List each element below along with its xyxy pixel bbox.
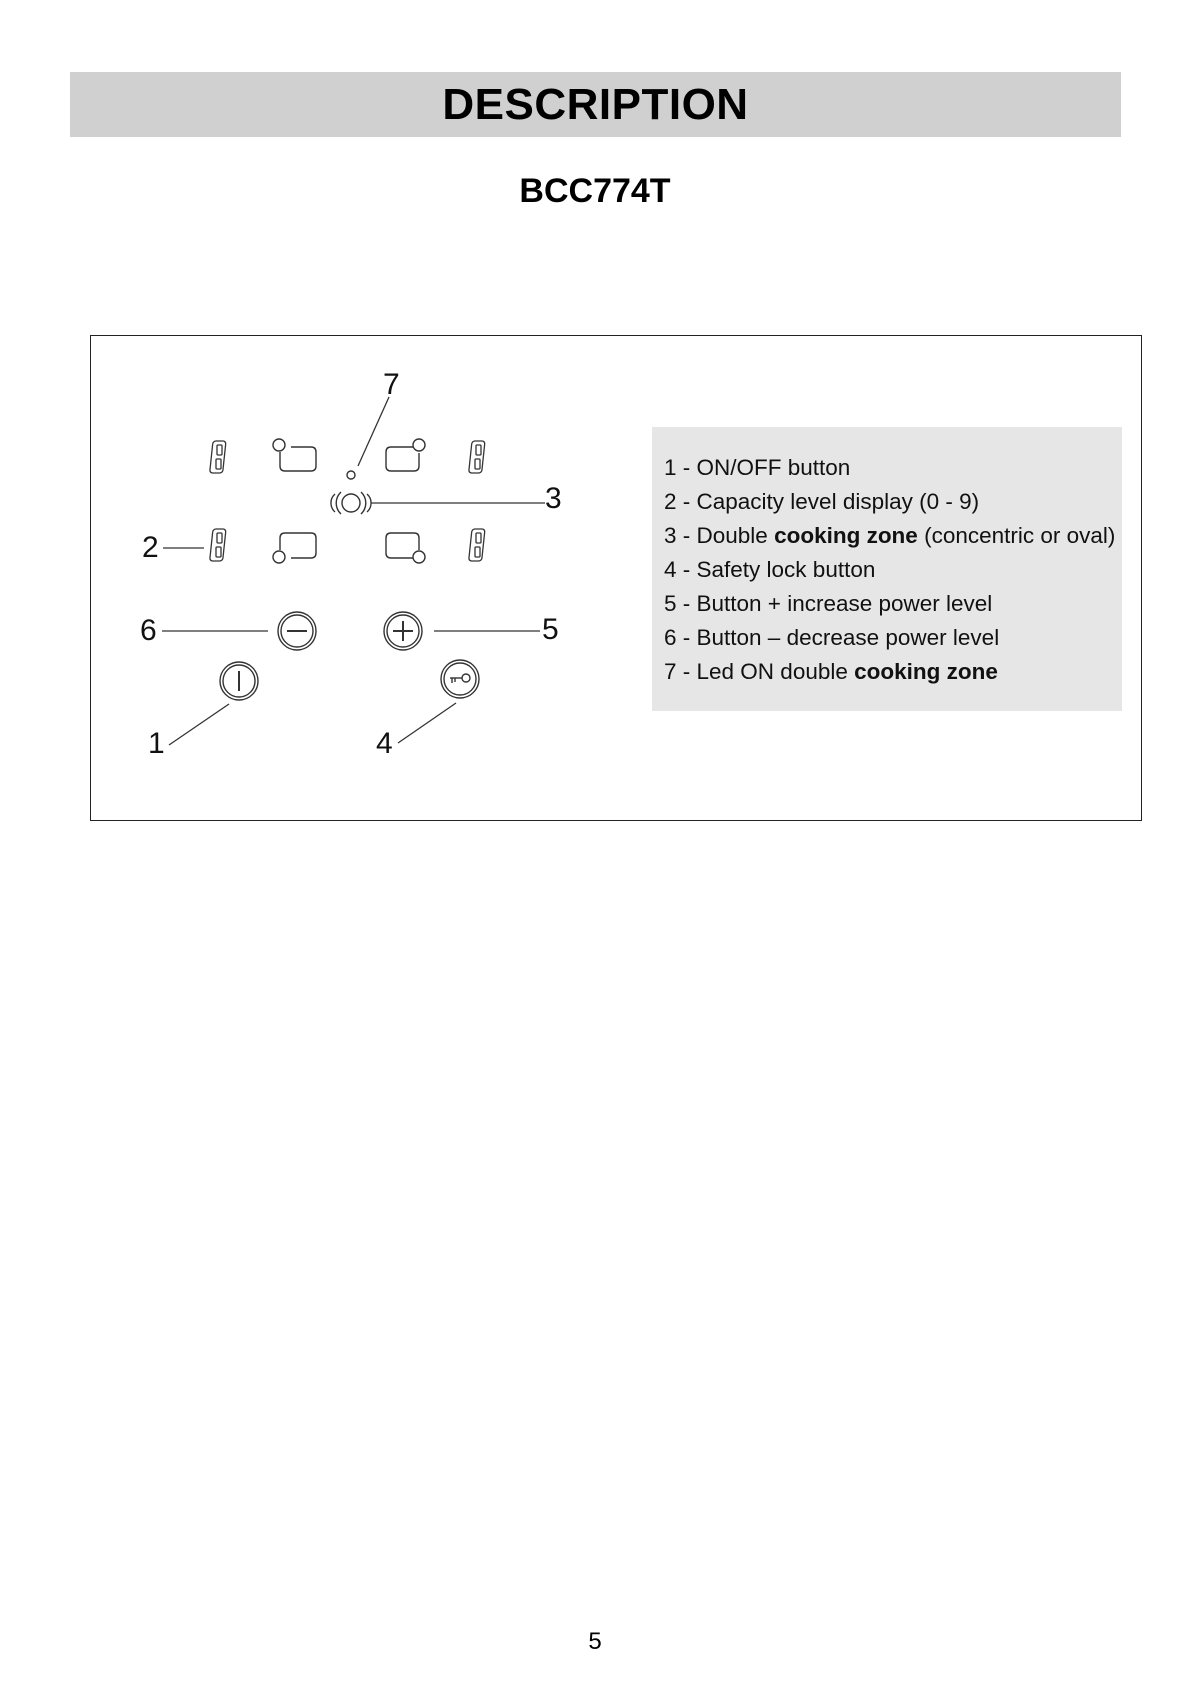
legend-item: 6 - Button – decrease power level xyxy=(664,625,1000,650)
legend-item: 4 - Safety lock button xyxy=(664,557,876,582)
legend-item: 5 - Button + increase power level xyxy=(664,591,993,616)
legend-item: 2 - Capacity level display (0 - 9) xyxy=(664,489,980,514)
callout-2: 2 xyxy=(142,531,159,564)
legend-item: 7 - Led ON double cooking zone xyxy=(664,659,998,684)
section-title: DESCRIPTION xyxy=(442,79,749,129)
callout-4: 4 xyxy=(376,727,393,760)
cooking-zone-icon xyxy=(386,439,425,471)
digit-display-icon xyxy=(469,441,485,473)
legend-box xyxy=(652,427,1122,711)
callout-3: 3 xyxy=(545,482,562,515)
key-lock-icon xyxy=(441,660,479,698)
digit-display-icon xyxy=(469,529,485,561)
led-indicator-icon xyxy=(347,471,355,479)
power-button-icon xyxy=(220,662,258,700)
callout-5: 5 xyxy=(542,613,559,646)
cooking-zone-icon xyxy=(273,439,316,471)
minus-button-icon xyxy=(278,612,316,650)
double-zone-icon xyxy=(331,492,371,514)
digit-display-icon xyxy=(210,529,226,561)
page-number: 5 xyxy=(588,1628,602,1655)
model-name: BCC774T xyxy=(519,172,671,210)
digit-display-icon xyxy=(210,441,226,473)
callout-6: 6 xyxy=(140,614,157,647)
cooking-zone-icon xyxy=(273,533,316,563)
legend-item: 3 - Double cooking zone (concentric or oval) xyxy=(664,523,1116,548)
callout-1: 1 xyxy=(148,727,165,760)
cooking-zone-icon xyxy=(386,533,425,563)
plus-button-icon xyxy=(384,612,422,650)
callout-7: 7 xyxy=(383,368,400,401)
legend-item: 1 - ON/OFF button xyxy=(664,455,851,480)
